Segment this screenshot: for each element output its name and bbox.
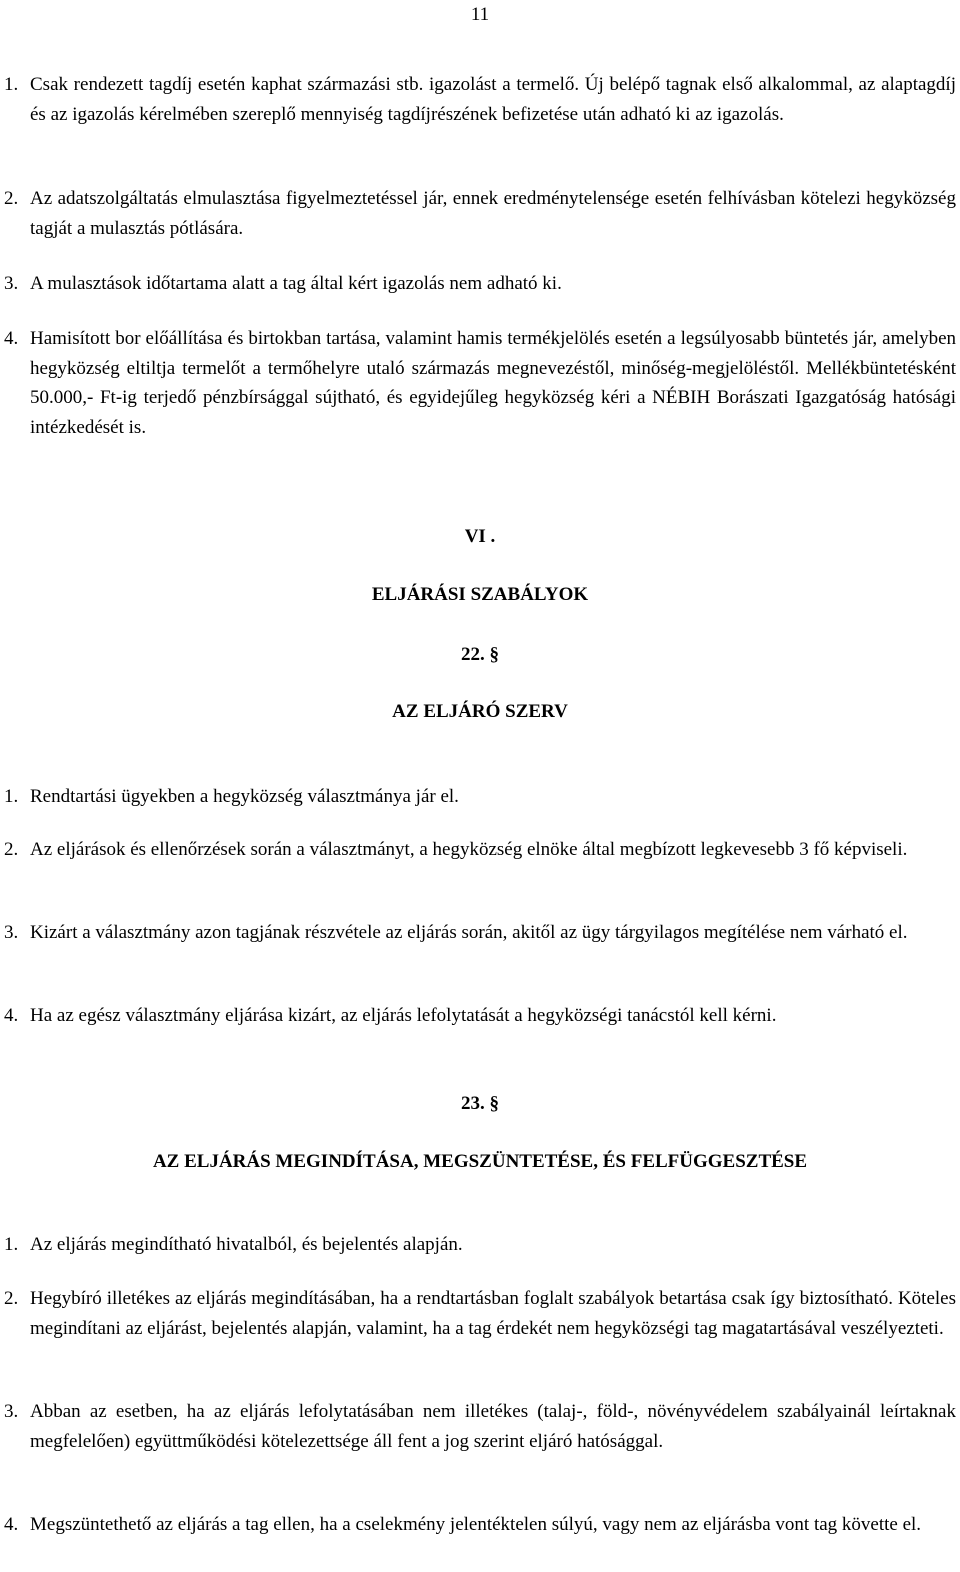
paragraph-23-4: [4, 1510, 956, 1540]
paragraph-number: 4.: [4, 328, 19, 349]
section-23-number: 23. §: [461, 1093, 499, 1114]
section-22-number: 22. §: [461, 644, 499, 665]
paragraph-text: Csak rendezett tagdíj esetén kaphat származási stb. igazolást a termelő. Új belépő tagnak első alkalommal, az alaptagdíj és az igazolás kérelmében szereplő mennyiség tagdíjrészének befizetése után adható ki az igazolás.: [30, 74, 956, 125]
page-number: 11: [470, 4, 490, 25]
paragraph-number: 2.: [4, 839, 19, 860]
paragraph-number: 3.: [4, 1401, 19, 1422]
paragraph-text: Abban az esetben, ha az eljárás lefolytatásában nem illetékes (talaj-, föld-, növényvédelem szabályainál leírtaknak megfelelően) együttműködési kötelezettsége áll fent a jog szerint eljáró hatósággal.: [30, 1401, 956, 1452]
paragraph-text: Hegybíró illetékes az eljárás megindításában, ha a rendtartásban foglalt szabályok betartása csak így biztosítható. Köteles megindítani az eljárást, bejelentés alapján, valamint, ha a tag érdekét nem hegyközségi tag magatartásával veszélyezteti.: [30, 1288, 956, 1339]
paragraph-number: 4.: [4, 1514, 19, 1535]
paragraph-number: 1.: [4, 1234, 19, 1255]
paragraph-a1: [4, 70, 956, 129]
paragraph-number: 3.: [4, 273, 19, 294]
paragraph-text: Rendtartási ügyekben a hegyközség választmánya jár el.: [30, 786, 459, 807]
paragraph-a4: [4, 324, 956, 442]
paragraph-22-2: [4, 835, 956, 865]
section-23-title: AZ ELJÁRÁS MEGINDÍTÁSA, MEGSZÜNTETÉSE, ÉS FELFÜGGESZTÉSE: [152, 1151, 808, 1172]
paragraph-text: A mulasztások időtartama alatt a tag által kért igazolás nem adható ki.: [30, 273, 562, 294]
paragraph-text: Az eljárás megindítható hivatalból, és bejelentés alapján.: [30, 1234, 463, 1255]
paragraph-22-4: [4, 1001, 956, 1031]
section-22-title: AZ ELJÁRÓ SZERV: [392, 701, 568, 722]
paragraph-a2: [4, 184, 956, 243]
paragraph-22-1: [4, 782, 956, 812]
paragraph-22-3: [4, 918, 956, 948]
paragraph-text: Az eljárások és ellenőrzések során a választmányt, a hegyközség elnöke által megbízott legkevesebb 3 fő képviseli.: [30, 839, 908, 860]
paragraph-number: 4.: [4, 1005, 19, 1026]
paragraph-number: 1.: [4, 786, 19, 807]
paragraph-text: Megszüntethető az eljárás a tag ellen, ha a cselekmény jelentéktelen súlyú, vagy nem az eljárásba vont tag követte el.: [30, 1514, 922, 1535]
paragraph-number: 2.: [4, 1288, 19, 1309]
paragraph-23-2: [4, 1284, 956, 1343]
paragraph-text: Az adatszolgáltatás elmulasztása figyelmeztetéssel jár, ennek eredménytelensége esetén felhívásban kötelezi hegyközség tagját a mulasztás pótlására.: [30, 188, 956, 239]
chapter-number: VI .: [464, 526, 496, 547]
paragraph-23-1: [4, 1230, 956, 1260]
paragraph-text: Ha az egész választmány eljárása kizárt, az eljárás lefolytatását a hegyközségi tanácstól kell kérni.: [30, 1005, 777, 1026]
paragraph-23-3: [4, 1397, 956, 1456]
paragraph-number: 2.: [4, 188, 19, 209]
paragraph-number: 3.: [4, 922, 19, 943]
paragraph-number: 1.: [4, 74, 19, 95]
chapter-title: ELJÁRÁSI SZABÁLYOK: [371, 584, 589, 605]
paragraph-text: Hamisított bor előállítása és birtokban tartása, valamint hamis termékjelölés esetén a legsúlyosabb büntetés jár, amelyben hegyközség eltiltja termelőt a termőhelyre utaló származás megnevezéstől, minőség-megjelöléstől. Mellékbüntetésként 50.000,- Ft-ig terjedő pénzbírsággal sújtható, és egyidejűleg hegyközség kéri a NÉBIH Borászati Igazgatóság hatósági intézkedését is.: [30, 328, 956, 438]
paragraph-text: Kizárt a választmány azon tagjának részvétele az eljárás során, akitől az ügy tárgyilagos megítélése nem várható el.: [30, 922, 908, 943]
paragraph-a3: [4, 269, 956, 299]
